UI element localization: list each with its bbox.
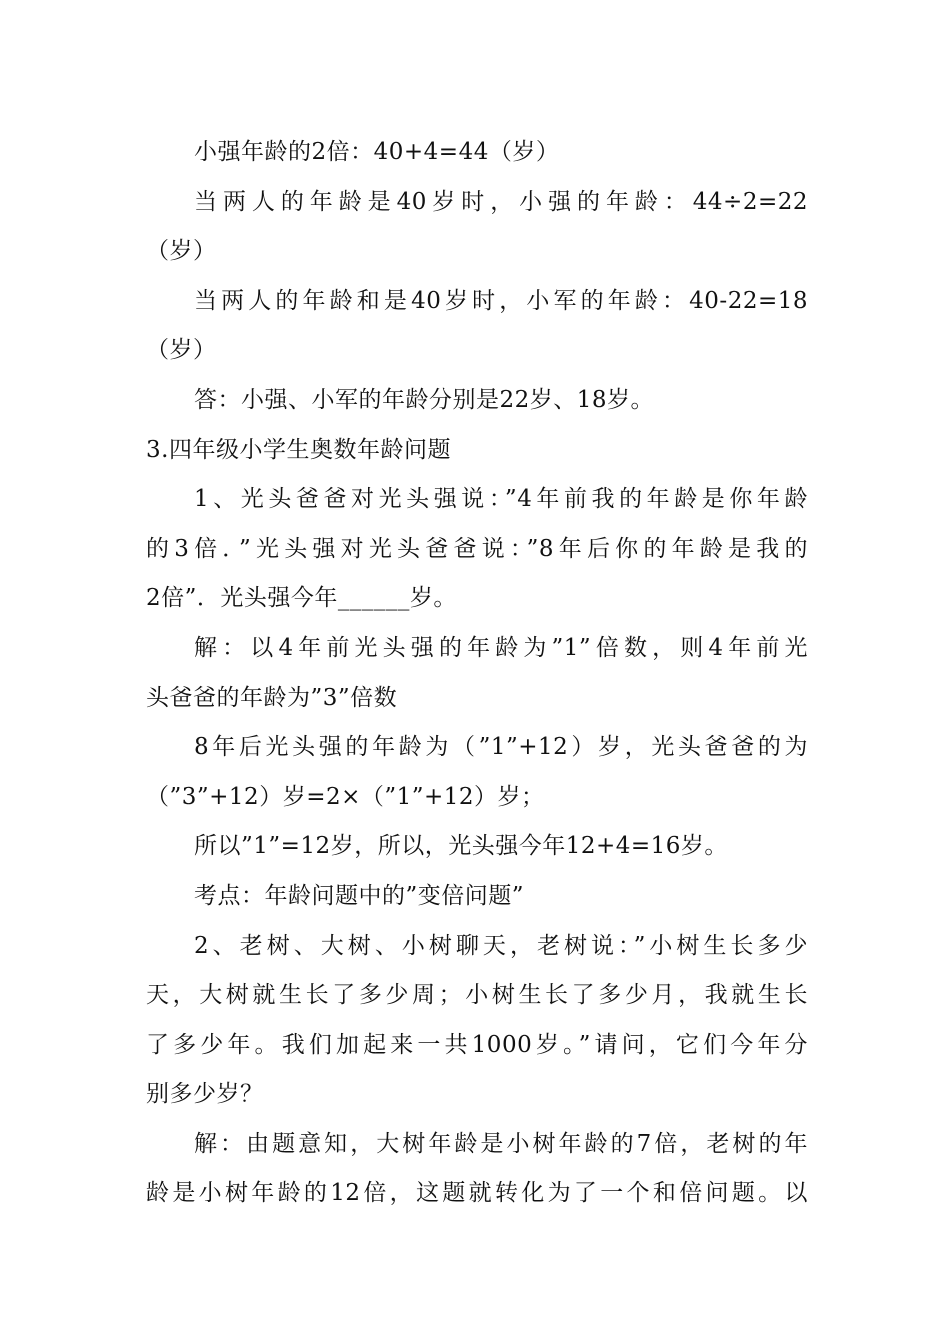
text-line: 解：以4年前光头强的年龄为”1”倍数，则4年前光	[194, 634, 808, 661]
text-line: 考点：年龄问题中的”变倍问题”	[194, 882, 525, 909]
text-line: 当两人的年龄和是40岁时，小军的年龄：40-22=18	[194, 287, 808, 314]
text-line: 答：小强、小军的年龄分别是22岁、18岁。	[194, 386, 655, 413]
document-page	[146, 128, 808, 1219]
text-line: 头爸爸的年龄为”3”倍数	[146, 684, 398, 711]
section-heading: 3.四年级小学生奥数年龄问题	[146, 436, 451, 463]
text-line: （岁）	[146, 337, 217, 364]
text-line: 了多少年。我们加起来一共1000岁。”请问，它们今年分	[146, 1031, 808, 1058]
text-line: 所以”1”=12岁，所以，光头强今年12+4=16岁。	[194, 833, 728, 860]
text-line: 别多少岁？	[146, 1081, 264, 1108]
text-line: 1、光头爸爸对光头强说：”4年前我的年龄是你年龄	[194, 486, 808, 513]
text-line: 2倍”．光头强今年______岁。	[146, 585, 457, 612]
text-line: 解：由题意知，大树年龄是小树年龄的7倍，老树的年	[194, 1130, 808, 1157]
text-line: 当两人的年龄是40岁时，小强的年龄：44÷2=22	[194, 188, 808, 215]
text-line: 小强年龄的2倍：40+4=44（岁）	[194, 139, 560, 165]
text-line: 8年后光头强的年龄为（”1”+12）岁，光头爸爸的为	[194, 734, 808, 761]
text-line: （岁）	[146, 238, 217, 265]
text-line: 天，大树就生长了多少周；小树生长了多少月，我就生长	[146, 982, 808, 1009]
text-line: 龄是小树年龄的12倍，这题就转化为了一个和倍问题。以	[146, 1180, 808, 1207]
text-line: 的3倍．”光头强对光头爸爸说：”8年后你的年龄是我的	[146, 535, 808, 562]
text-line: 2、老树、大树、小树聊天，老树说：”小树生长多少	[194, 932, 808, 959]
text-line: （”3”+12）岁=2×（”1”+12）岁；	[146, 783, 545, 810]
